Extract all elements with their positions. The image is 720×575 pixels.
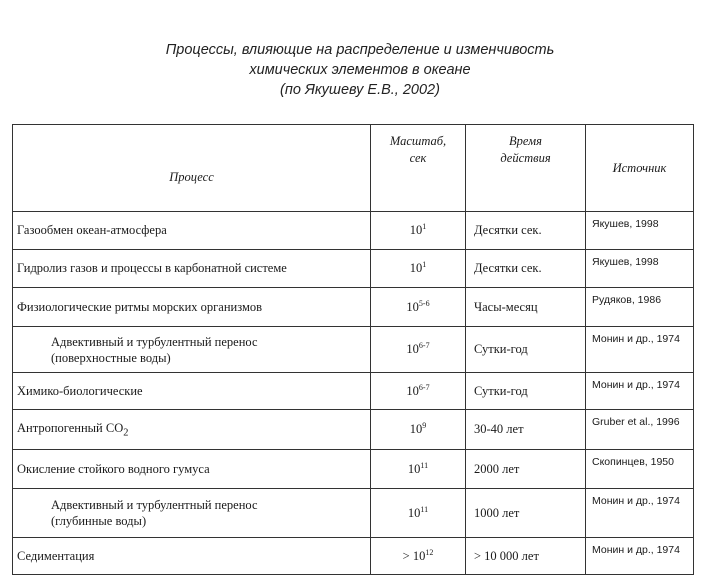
process-cell: Физиологические ритмы морских организмов: [13, 288, 371, 327]
process-cell: [13, 410, 371, 450]
time-cell: 1000 лет: [466, 489, 586, 538]
scale-prefix: >: [402, 549, 413, 564]
table-header-row: [13, 125, 694, 212]
time-cell: 30-40 лет: [466, 410, 586, 450]
scale-exponent: 9: [422, 421, 427, 431]
scale-base: 10: [409, 261, 423, 276]
slide-title: [0, 40, 720, 100]
time-cell: Часы-месяц: [466, 288, 586, 327]
header-scale-line1: Масштаб,: [389, 134, 447, 148]
header-time: [466, 125, 586, 212]
scale-base: 10: [412, 549, 426, 564]
table-row: [13, 250, 694, 288]
scale-base: 10: [406, 342, 419, 357]
process-cell: [13, 489, 371, 538]
scale-cell: [371, 212, 466, 250]
table-row: [13, 288, 694, 327]
time-cell: > 10 000 лет: [466, 538, 586, 575]
process-line-1: Адвективный и турбулентный перенос: [51, 334, 258, 349]
process-cell: Седиментация: [13, 538, 371, 575]
scale-cell: [371, 489, 466, 538]
scale-base: 10: [406, 300, 419, 315]
scale-exponent: 11: [420, 504, 429, 514]
source-cell: Якушев, 1998: [586, 250, 694, 288]
time-cell: Десятки сек.: [466, 212, 586, 250]
scale-cell: [371, 327, 466, 373]
table-row: [13, 212, 694, 250]
source-cell: Скопинцев, 1950: [586, 450, 694, 489]
source-cell: Якушев, 1998: [586, 212, 694, 250]
scale-exponent: 5-6: [418, 298, 430, 308]
header-source: Источник: [586, 125, 694, 212]
title-line-1: Процессы, влияющие на распределение и изменчивость: [165, 42, 555, 58]
process-line-2: (глубинные воды): [51, 514, 147, 528]
time-cell: 2000 лет: [466, 450, 586, 489]
process-subscript: 2: [123, 427, 129, 439]
time-cell: Сутки-год: [466, 327, 586, 373]
process-text: Антропогенный CO: [17, 420, 124, 435]
process-cell: Химико-биологические: [13, 373, 371, 410]
process-line-2: (поверхностные воды): [51, 350, 171, 365]
process-line-1: Адвективный и турбулентный перенос: [51, 498, 258, 512]
time-cell: Десятки сек.: [466, 250, 586, 288]
scale-exponent: 1: [422, 260, 427, 270]
header-scale: [371, 125, 466, 212]
header-process: Процесс: [13, 125, 371, 212]
title-line-3: (по Якушеву Е.В., 2002): [280, 82, 440, 98]
scale-exponent: 6-7: [418, 382, 430, 392]
scale-cell: [371, 288, 466, 327]
header-scale-line2: сек: [409, 151, 427, 165]
table-row: [13, 450, 694, 489]
scale-cell: [371, 450, 466, 489]
scale-base: 10: [409, 223, 423, 238]
process-cell: [13, 327, 371, 373]
process-cell: Окисление стойкого водного гумуса: [13, 450, 371, 489]
scale-exponent: 12: [425, 547, 434, 557]
source-cell: Монин и др., 1974: [586, 489, 694, 538]
time-cell: Сутки-год: [466, 373, 586, 410]
scale-base: 10: [406, 384, 419, 399]
scale-exponent: 6-7: [418, 341, 430, 351]
source-cell: Gruber et al., 1996: [586, 410, 694, 450]
table-row: [13, 538, 694, 575]
scale-cell: [371, 250, 466, 288]
source-cell: Рудяков, 1986: [586, 288, 694, 327]
title-line-2: химических элементов в океане: [249, 62, 471, 78]
source-cell: Монин и др., 1974: [586, 538, 694, 575]
process-cell: Гидролиз газов и процессы в карбонатной системе: [13, 250, 371, 288]
process-cell: Газообмен океан-атмосфера: [13, 212, 371, 250]
scale-base: 10: [409, 422, 423, 437]
table-row: [13, 373, 694, 410]
scale-cell: [371, 410, 466, 450]
scale-exponent: 1: [422, 222, 427, 232]
table-row: [13, 410, 694, 450]
scale-base: 10: [407, 462, 421, 477]
header-time-line2: действия: [500, 151, 551, 165]
scale-cell: [371, 373, 466, 410]
scale-cell: [371, 538, 466, 575]
table-row: [13, 327, 694, 373]
header-time-line1: Время: [509, 134, 542, 148]
scale-exponent: 11: [420, 460, 429, 470]
table-row: [13, 489, 694, 538]
source-cell: Монин и др., 1974: [586, 373, 694, 410]
source-cell: Монин и др., 1974: [586, 327, 694, 373]
scale-base: 10: [407, 506, 421, 521]
processes-table: [12, 124, 694, 575]
